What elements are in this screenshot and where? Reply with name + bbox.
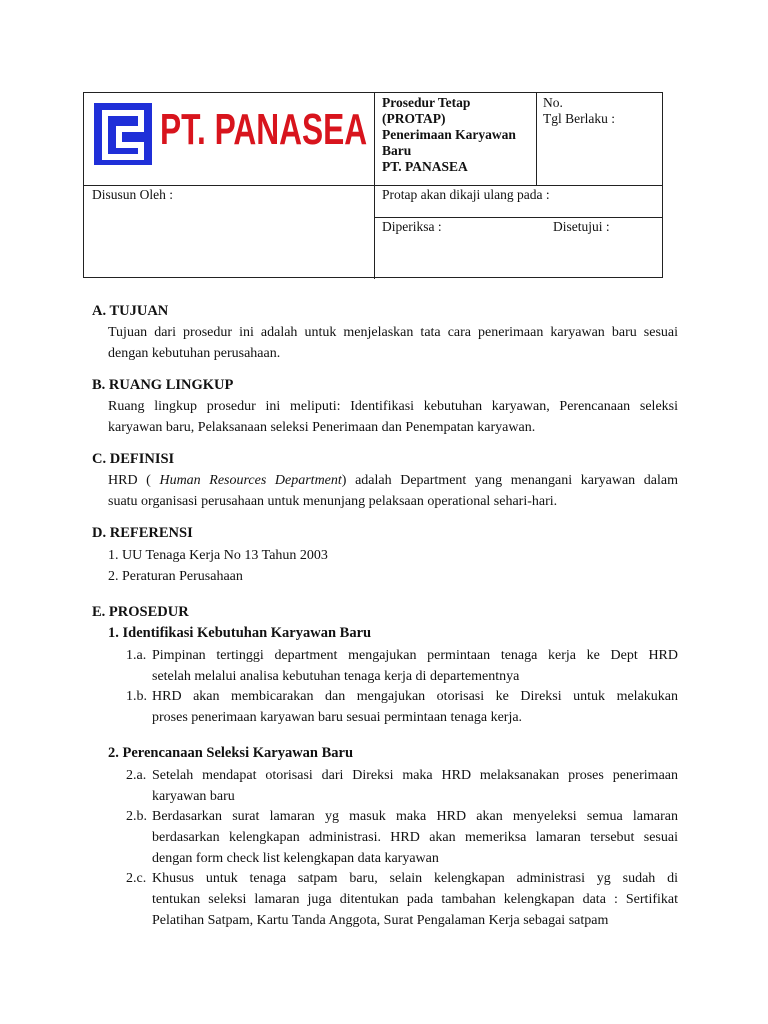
item-number: 2.a. xyxy=(126,768,147,783)
prosedur-step-2-title: 2. Perencanaan Seleksi Karyawan Baru xyxy=(108,745,354,761)
section-definisi-title: C. DEFINISI xyxy=(92,451,175,467)
item-text: Pimpinan tertinggi department mengajukan permintaan tenaga kerja ke Dept HRD setelah melalui analisa kebutuhan tenaga kerja di departementnya xyxy=(152,648,678,684)
title-line: Penerimaan Karyawan xyxy=(382,127,516,142)
item-text: Khusus untuk tenaga satpam baru, selain kelengkapan administrasi yg sudah di tentukan seleksi lamaran juga ditentukan pada tambahan kelengkapan data : Sertifikat Pelatihan Satpam, Kartu Tanda Anggota, Surat Pengalaman Kerja sebagai satpam xyxy=(152,871,678,928)
logo-wordmark: PT. PANASEA xyxy=(160,105,368,154)
referensi-item: 2. Peraturan Perusahaan xyxy=(108,569,243,584)
section-ruang-lingkup-text xyxy=(108,396,678,438)
section-ruang-lingkup-title: B. RUANG LINGKUP xyxy=(92,377,234,393)
text-line: Tujuan dari prosedur ini adalah untuk menjelaskan tata cara penerimaan karyawan baru sesuai xyxy=(108,325,678,340)
title-line: (PROTAP) xyxy=(382,111,446,126)
section-tujuan-title: A. TUJUAN xyxy=(92,303,169,319)
item-text: Berdasarkan surat lamaran yg masuk maka HRD akan menyeleksi semua lamaran berdasarkan kelengkapan administrasi. HRD akan memeriksa lamaran tersebut sesuai dengan form check list kelengkapan data karyawan xyxy=(152,809,678,866)
panasea-logo-icon xyxy=(94,103,154,165)
dikaji-ulang-label: Protap akan dikaji ulang pada : xyxy=(382,187,550,202)
header-table xyxy=(83,92,663,278)
text-line: Ruang lingkup prosedur ini meliputi: Identifikasi kebutuhan karyawan, Perencanaan seleksi xyxy=(108,399,678,414)
table-divider xyxy=(84,185,662,186)
title-line: PT. PANASEA xyxy=(382,159,468,174)
text-line: dengan kebutuhan perusahaan. xyxy=(108,346,281,361)
disusun-oleh-label: Disusun Oleh : xyxy=(92,187,173,202)
text-line: suatu organisasi perusahaan untuk menunjang pelaksaan operational sehari-hari. xyxy=(108,494,558,509)
title-line: Baru xyxy=(382,143,412,158)
protap-title xyxy=(382,95,516,175)
no-label: No. xyxy=(543,95,563,110)
item-text: HRD akan membicarakan dan mengajukan otorisasi ke Direksi untuk melakukan proses penerimaan karyawan baru sesuai permintaan tenaga kerja. xyxy=(152,689,678,725)
section-tujuan-text xyxy=(108,322,678,364)
text-line: karyawan baru, Pelaksanaan seleksi Penerimaan dan Penempatan karyawan. xyxy=(108,420,536,435)
section-referensi-title: D. REFERENSI xyxy=(92,525,193,541)
item-number: 1.a. xyxy=(126,648,147,663)
section-definisi-text xyxy=(108,470,678,512)
table-divider xyxy=(536,93,537,185)
italic-term: Human Resources Department xyxy=(159,473,342,488)
title-line: Prosedur Tetap xyxy=(382,95,471,110)
item-number: 2.c. xyxy=(126,871,147,886)
item-number: 2.b. xyxy=(126,809,147,824)
referensi-item: 1. UU Tenaga Kerja No 13 Tahun 2003 xyxy=(108,548,328,563)
company-logo xyxy=(94,103,368,165)
item-number: 1.b. xyxy=(126,689,147,704)
diperiksa-label: Diperiksa : xyxy=(382,219,442,234)
table-divider xyxy=(374,93,375,279)
table-divider xyxy=(374,217,662,218)
disetujui-label: Disetujui : xyxy=(553,219,610,234)
text-line: HRD ( Human Resources Department) adalah Department yang menangani karyawan dalam xyxy=(108,473,678,488)
prosedur-step-1-title: 1. Identifikasi Kebutuhan Karyawan Baru xyxy=(108,625,372,641)
section-prosedur-title: E. PROSEDUR xyxy=(92,604,189,620)
tgl-berlaku-label: Tgl Berlaku : xyxy=(543,111,615,126)
item-text: Setelah mendapat otorisasi dari Direksi maka HRD melaksanakan proses penerimaan karyawan baru xyxy=(152,768,678,804)
